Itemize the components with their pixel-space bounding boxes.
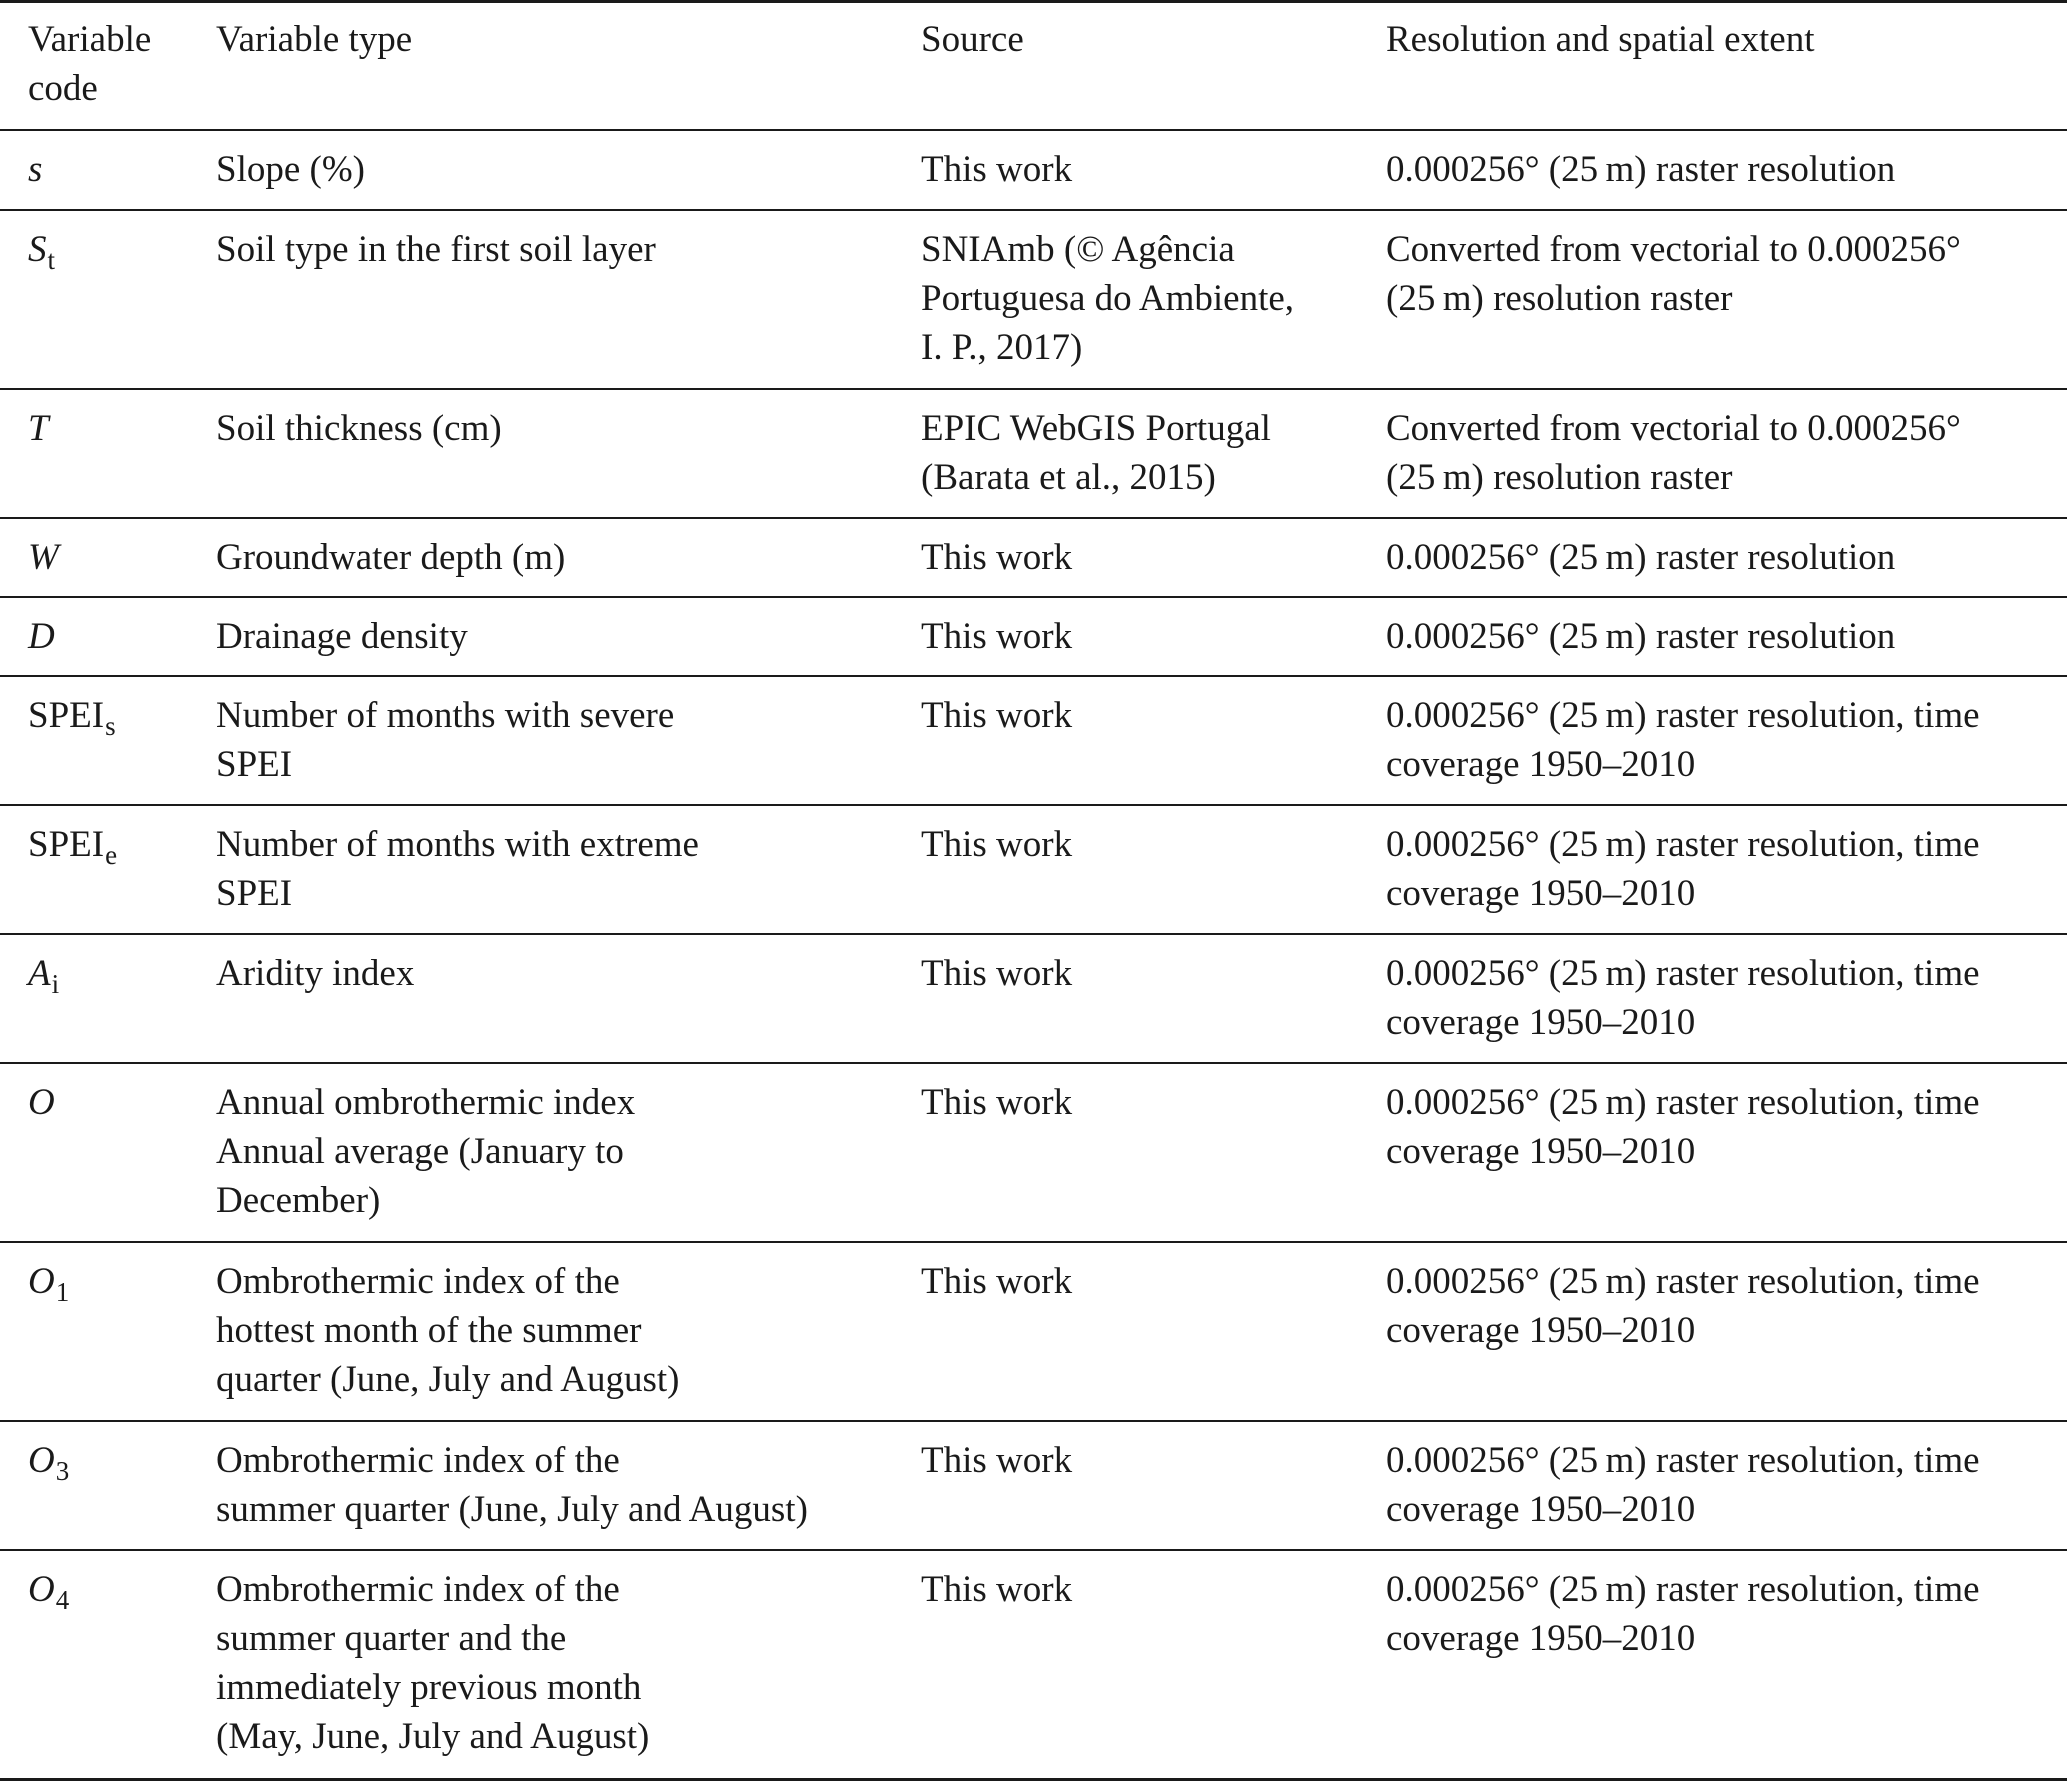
table-row: [0, 1421, 2067, 1550]
cell-variable-type-line: Number of months with extreme: [216, 824, 699, 865]
header-variable-code: Variable code: [28, 19, 152, 109]
variable-code-subscript: s: [105, 711, 116, 741]
cell-source: [921, 1063, 1386, 1242]
cell-variable-type: [216, 934, 921, 1063]
cell-resolution-line: Converted from vectorial to 0.000256°: [1386, 229, 1961, 270]
cell-variable-code: [0, 934, 216, 1063]
cell-source: [921, 210, 1386, 389]
cell-resolution-line: 0.000256° (25 m) raster resolution, time: [1386, 1569, 1980, 1610]
variable-code-symbol: [28, 1569, 70, 1615]
cell-source: [921, 1242, 1386, 1421]
cell-resolution: [1386, 389, 2067, 518]
cell-variable-type: [216, 805, 921, 934]
cell-variable-code: [0, 389, 216, 518]
cell-resolution: [1386, 1421, 2067, 1550]
cell-resolution: [1386, 805, 2067, 934]
cell-variable-code: [0, 597, 216, 676]
cell-variable-type-line: Soil type in the first soil layer: [216, 229, 656, 270]
variable-code-subscript: i: [51, 969, 60, 999]
cell-variable-code: [0, 805, 216, 934]
cell-variable-type-line: SPEI: [216, 873, 293, 914]
cell-resolution-line: 0.000256° (25 m) raster resolution, time: [1386, 1440, 1980, 1481]
variable-code-main: W: [28, 537, 59, 578]
cell-resolution: [1386, 210, 2067, 389]
variable-code-symbol: [28, 229, 56, 275]
cell-resolution-line: coverage 1950–2010: [1386, 1489, 1696, 1530]
cell-variable-type: [216, 518, 921, 597]
variable-code-main: O: [28, 1569, 55, 1610]
cell-source-line: EPIC WebGIS Portugal: [921, 408, 1271, 449]
header-resolution: Resolution and spatial extent: [1386, 19, 1815, 60]
variable-code-symbol: [28, 537, 59, 578]
variable-code-main: O: [28, 1440, 55, 1481]
cell-variable-code: [0, 1063, 216, 1242]
cell-variable-code: [0, 1550, 216, 1780]
cell-resolution-line: 0.000256° (25 m) raster resolution: [1386, 537, 1896, 578]
variable-code-symbol: [28, 824, 118, 870]
cell-variable-type-line: Aridity index: [216, 953, 415, 994]
cell-resolution-line: 0.000256° (25 m) raster resolution, time: [1386, 1082, 1980, 1123]
cell-resolution: [1386, 1550, 2067, 1780]
cell-variable-code: [0, 676, 216, 805]
cell-source: [921, 389, 1386, 518]
variable-code-main: S: [28, 229, 47, 270]
variable-code-symbol: [28, 149, 42, 190]
cell-variable-type: [216, 597, 921, 676]
variable-code-main: O: [28, 1261, 55, 1302]
cell-resolution-line: 0.000256° (25 m) raster resolution, time: [1386, 695, 1980, 736]
table-row: [0, 1550, 2067, 1780]
cell-resolution-line: coverage 1950–2010: [1386, 744, 1696, 785]
variable-code-main: O: [28, 1082, 55, 1123]
variable-code-subscript: t: [47, 245, 56, 275]
table-row: [0, 1242, 2067, 1421]
variable-code-symbol: [28, 1082, 55, 1123]
cell-source: [921, 805, 1386, 934]
cell-variable-type: [216, 676, 921, 805]
cell-resolution-line: 0.000256° (25 m) raster resolution, time: [1386, 953, 1980, 994]
cell-variable-code: [0, 1242, 216, 1421]
variable-code-symbol: [28, 616, 55, 657]
cell-source: [921, 597, 1386, 676]
cell-variable-type: [216, 1063, 921, 1242]
variable-code-subscript: 4: [55, 1585, 70, 1615]
variable-code-symbol: [28, 1440, 70, 1486]
cell-variable-type-line: Ombrothermic index of the: [216, 1440, 620, 1481]
cell-variable-type-line: Annual ombrothermic index: [216, 1082, 636, 1123]
cell-source-line: I. P., 2017): [921, 327, 1083, 368]
cell-variable-type: [216, 1421, 921, 1550]
cell-resolution: [1386, 130, 2067, 210]
cell-source-line: This work: [921, 149, 1073, 190]
cell-source: [921, 1421, 1386, 1550]
variable-code-subscript: 3: [55, 1456, 70, 1486]
table-row: [0, 210, 2067, 389]
cell-resolution-line: 0.000256° (25 m) raster resolution, time: [1386, 824, 1980, 865]
cell-resolution-line: coverage 1950–2010: [1386, 1131, 1696, 1172]
cell-source: [921, 934, 1386, 1063]
variable-code-main: A: [28, 953, 51, 994]
cell-variable-code: [0, 210, 216, 389]
cell-resolution: [1386, 934, 2067, 1063]
header-variable-type: Variable type: [216, 19, 413, 60]
cell-variable-type-line: hottest month of the summer: [216, 1310, 642, 1351]
cell-source-line: This work: [921, 824, 1073, 865]
cell-variable-type-line: Annual average (January to: [216, 1131, 624, 1172]
cell-source-line: This work: [921, 1082, 1073, 1123]
cell-resolution-line: coverage 1950–2010: [1386, 1002, 1696, 1043]
cell-source-line: This work: [921, 953, 1073, 994]
cell-variable-type-line: quarter (June, July and August): [216, 1359, 680, 1400]
cell-variable-type-line: Drainage density: [216, 616, 468, 657]
variable-code-symbol: [28, 408, 49, 449]
cell-source-line: Portuguesa do Ambiente,: [921, 278, 1295, 319]
cell-variable-type-line: summer quarter (June, July and August): [216, 1489, 808, 1530]
cell-variable-type-line: SPEI: [216, 744, 293, 785]
cell-source: [921, 130, 1386, 210]
cell-resolution: [1386, 676, 2067, 805]
cell-resolution-line: Converted from vectorial to 0.000256°: [1386, 408, 1961, 449]
variable-code-symbol: [28, 695, 116, 741]
header-source: Source: [921, 19, 1024, 60]
cell-variable-type-line: Groundwater depth (m): [216, 537, 566, 578]
variable-code-main: s: [28, 149, 43, 190]
cell-variable-type: [216, 130, 921, 210]
cell-variable-type-line: Ombrothermic index of the: [216, 1569, 620, 1610]
table-header-row: [0, 2, 2067, 131]
table-row: [0, 389, 2067, 518]
cell-source-line: This work: [921, 1440, 1073, 1481]
cell-resolution: [1386, 597, 2067, 676]
table-row: [0, 597, 2067, 676]
cell-source-line: (Barata et al., 2015): [921, 457, 1216, 498]
cell-resolution-line: coverage 1950–2010: [1386, 873, 1696, 914]
variable-code-symbol: [28, 1261, 70, 1307]
variable-code-subscript: 1: [55, 1277, 70, 1307]
cell-variable-type-line: immediately previous month: [216, 1667, 642, 1708]
table-row: [0, 934, 2067, 1063]
cell-source-line: SNIAmb (© Agência: [921, 229, 1235, 270]
cell-resolution: [1386, 1242, 2067, 1421]
cell-source-line: This work: [921, 695, 1073, 736]
cell-variable-type: [216, 389, 921, 518]
variable-code-subscript: e: [105, 840, 118, 870]
cell-variable-type: [216, 1242, 921, 1421]
variable-code-symbol: [28, 953, 60, 999]
table-row: [0, 1063, 2067, 1242]
table-row: [0, 518, 2067, 597]
cell-source: [921, 676, 1386, 805]
variable-code-main: SPEI: [28, 824, 105, 865]
cell-variable-type: [216, 1550, 921, 1780]
table-body: [0, 130, 2067, 1780]
cell-source-line: This work: [921, 616, 1073, 657]
variable-code-main: T: [28, 408, 49, 449]
cell-source: [921, 518, 1386, 597]
cell-variable-type-line: summer quarter and the: [216, 1618, 567, 1659]
cell-source-line: This work: [921, 537, 1073, 578]
cell-resolution-line: (25 m) resolution raster: [1386, 457, 1733, 498]
cell-resolution-line: (25 m) resolution raster: [1386, 278, 1733, 319]
cell-variable-code: [0, 130, 216, 210]
cell-source-line: This work: [921, 1261, 1073, 1302]
cell-variable-type-line: (May, June, July and August): [216, 1716, 650, 1757]
cell-variable-type-line: December): [216, 1180, 381, 1221]
cell-resolution-line: coverage 1950–2010: [1386, 1310, 1696, 1351]
cell-resolution-line: coverage 1950–2010: [1386, 1618, 1696, 1659]
cell-resolution-line: 0.000256° (25 m) raster resolution, time: [1386, 1261, 1980, 1302]
cell-variable-type: [216, 210, 921, 389]
table-row: [0, 676, 2067, 805]
cell-variable-type-line: Ombrothermic index of the: [216, 1261, 620, 1302]
cell-source-line: This work: [921, 1569, 1073, 1610]
cell-variable-type-line: Soil thickness (cm): [216, 408, 502, 449]
variable-code-main: SPEI: [28, 695, 105, 736]
cell-resolution-line: 0.000256° (25 m) raster resolution: [1386, 616, 1896, 657]
cell-variable-code: [0, 518, 216, 597]
variable-code-main: D: [28, 616, 55, 657]
cell-resolution: [1386, 1063, 2067, 1242]
cell-variable-type-line: Slope (%): [216, 149, 365, 190]
cell-variable-code: [0, 1421, 216, 1550]
cell-resolution: [1386, 518, 2067, 597]
table-row: [0, 805, 2067, 934]
cell-variable-type-line: Number of months with severe: [216, 695, 675, 736]
cell-resolution-line: 0.000256° (25 m) raster resolution: [1386, 149, 1896, 190]
cell-source: [921, 1550, 1386, 1780]
table-row: [0, 130, 2067, 210]
